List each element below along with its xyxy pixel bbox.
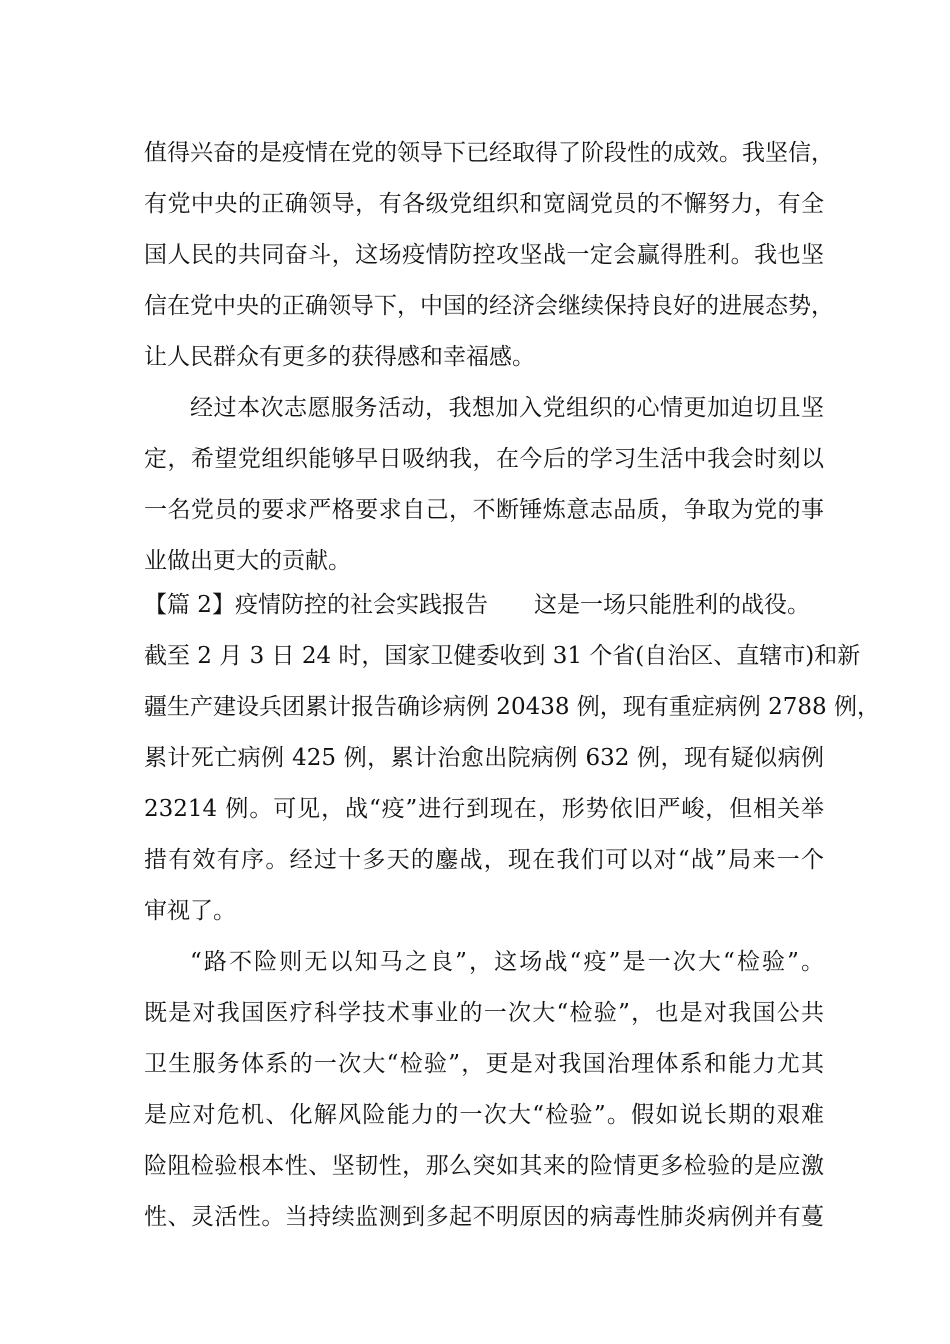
paragraph-line: 措有效有序。经过十多天的鏖战，现在我们可以对“战”局来一个 (144, 847, 824, 873)
paragraph-line: 截至 2 月 3 日 24 时，国家卫健委收到 31 个省(自治区、直辖市)和新 (144, 643, 861, 669)
paragraph-line: 值得兴奋的是疫情在党的领导下已经取得了阶段性的成效。我坚信， (144, 140, 834, 166)
paragraph-line: 卫生服务体系的一次大“检验”，更是对我国治理体系和能力尤其 (144, 1051, 824, 1077)
paragraph-line: 业做出更大的贡献。 (144, 548, 351, 574)
paragraph-line: 经过本次志愿服务活动，我想加入党组织的心情更加迫切且坚 (190, 395, 824, 421)
paragraph-line: 国人民的共同奋斗，这场疫情防控攻坚战一定会赢得胜利。我也坚 (144, 242, 824, 268)
section-heading-line: 【篇 2】疫情防控的社会实践报告 这是一场只能胜利的战役。 (144, 592, 810, 618)
paragraph-line: 险阻检验根本性、坚韧性，那么突如其来的险情更多检验的是应激 (144, 1153, 824, 1179)
paragraph-line: “路不险则无以知马之良”，这场战“疫”是一次大“检验”。 (190, 949, 824, 975)
paragraph-line: 有党中央的正确领导，有各级党组织和宽阔党员的不懈努力，有全 (144, 191, 824, 217)
paragraph-line: 性、灵活性。当持续监测到多起不明原因的病毒性肺炎病例并有蔓 (144, 1204, 824, 1230)
paragraph-line: 审视了。 (144, 898, 236, 924)
paragraph-line: 让人民群众有更多的获得感和幸福感。 (144, 344, 535, 370)
paragraph-line: 信在党中央的正确领导下，中国的经济会继续保持良好的进展态势， (144, 293, 834, 319)
paragraph-line: 累计死亡病例 425 例，累计治愈出院病例 632 例，现有疑似病例 (144, 745, 824, 771)
paragraph-line: 一名党员的要求严格要求自己，不断锤炼意志品质，争取为党的事 (144, 497, 824, 523)
paragraph-line: 是应对危机、化解风险能力的一次大“检验”。假如说长期的艰难 (144, 1102, 824, 1128)
paragraph-line: 23214 例。可见，战“疫”进行到现在，形势依旧严峻，但相关举 (144, 796, 824, 822)
paragraph-line: 定，希望党组织能够早日吸纳我，在今后的学习生活中我会时刻以 (144, 446, 824, 472)
paragraph-line: 疆生产建设兵团累计报告确诊病例 20438 例，现有重症病例 2788 例， (144, 694, 880, 720)
paragraph-line: 既是对我国医疗科学技术事业的一次大“检验”，也是对我国公共 (144, 1000, 824, 1026)
